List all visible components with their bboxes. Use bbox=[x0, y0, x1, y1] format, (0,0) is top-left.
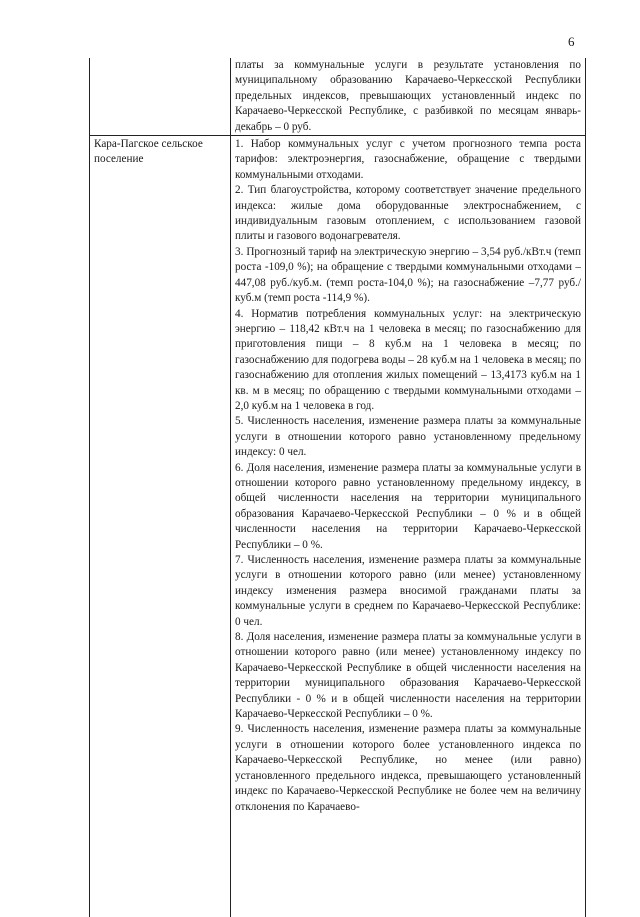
indicator-paragraph: 5. Численность населения, изменение размера платы за коммунальные услуги в отношении которого равно установленному предельному индексу: 0 чел. bbox=[235, 415, 581, 459]
indicator-paragraph: 3. Прогнозный тариф на электрическую энергию – 3,54 руб./кВт.ч (темп роста -109,0 %); на обращение с твердыми коммунальными отходами – 447,08 руб./куб.м. (темп роста-104,0 %); на газоснабжение –7,77 руб./куб.м (темп роста -114,9 %). bbox=[235, 245, 581, 305]
indicators-cell-continuation bbox=[231, 58, 586, 136]
indicator-paragraph: 2. Тип благоустройства, которому соответствует значение предельного индекса: жилые дома оборудованные электроснабжением, с индивидуальным газовым отоплением, с использованием газовой плиты и газового водонагревателя. bbox=[235, 184, 581, 243]
page-number: 6 bbox=[568, 34, 575, 49]
continuation-text: платы за коммунальные услуги в результате установления по муниципальному образованию Карачаево-Черкесской Республики предельных индексов, превышающих установленный индекс по Карачаево-Черкесской Республике, с разбивкой по месяцам январь-декабрь – 0 руб. bbox=[235, 59, 581, 133]
document-table bbox=[89, 58, 586, 917]
indicator-paragraph: 7. Численность населения, изменение размера платы за коммунальные услуги в отношении которого равно (или менее) установленному индексу изменения размера вносимой гражданами платы за коммунальные услуги в среднем по Карачаево-Черкесской Республике: 0 чел. bbox=[235, 554, 581, 628]
indicators-cell bbox=[231, 136, 586, 917]
settlement-name: Кара-Пагское сельское поселение bbox=[94, 138, 203, 166]
indicator-paragraph: 1. Набор коммунальных услуг с учетом прогнозного темпа роста тарифов: электроэнергия, газоснабжение, обращение с твердыми коммунальными отходами. bbox=[235, 138, 581, 181]
indicator-paragraph: 4. Норматив потребления коммунальных услуг: на электрическую энергию – 118,42 кВт.ч на 1 человека в месяц; по газоснабжению для приготовления пищи – 8 куб.м на 1 человека в месяц; по газоснабжению для подогрева воды – 28 куб.м на 1 человека в месяц; по газоснабжению для отопления жилых помещений – 13,4173 куб.м на 1 кв. м в месяц; по обращению с твердыми коммунальными отходами – 2,0 куб.м на 1 человека в год. bbox=[235, 307, 581, 412]
indicator-paragraph: 8. Доля населения, изменение размера платы за коммунальные услуги в отношении которого равно (или менее) установленному индексу по Карачаево-Черкесской Республике в общей численности населения на территории муниципального образования Карачаево-Черкесской Республики - 0 % и в общей численности населения на территории Карачаево-Черкесской Республики – 0 %. bbox=[235, 631, 581, 721]
indicator-paragraph: 6. Доля населения, изменение размера платы за коммунальные услуги в отношении которого равно установленному предельному индексу, в общей численности населения на территории муниципального образования Карачаево-Черкесской Республики – 0 % и в общей численности населения на территории Карачаево-Черкесской Республики – 0 %. bbox=[235, 461, 581, 551]
settlement-cell bbox=[90, 136, 231, 917]
table-row-kara-pag bbox=[90, 136, 586, 917]
table-row-continuation bbox=[90, 58, 586, 136]
indicator-paragraph: 9. Численность населения, изменение размера платы за коммунальные услуги в отношении которого более установленного индекса по Карачаево-Черкесской Республике, но менее (или равно) установленного предельного индекса, превышающего установленный индекс по Карачаево-Черкесской Республике не более чем на величину отклонения по Карачаево- bbox=[235, 723, 581, 813]
settlement-cell-continuation bbox=[90, 58, 231, 136]
